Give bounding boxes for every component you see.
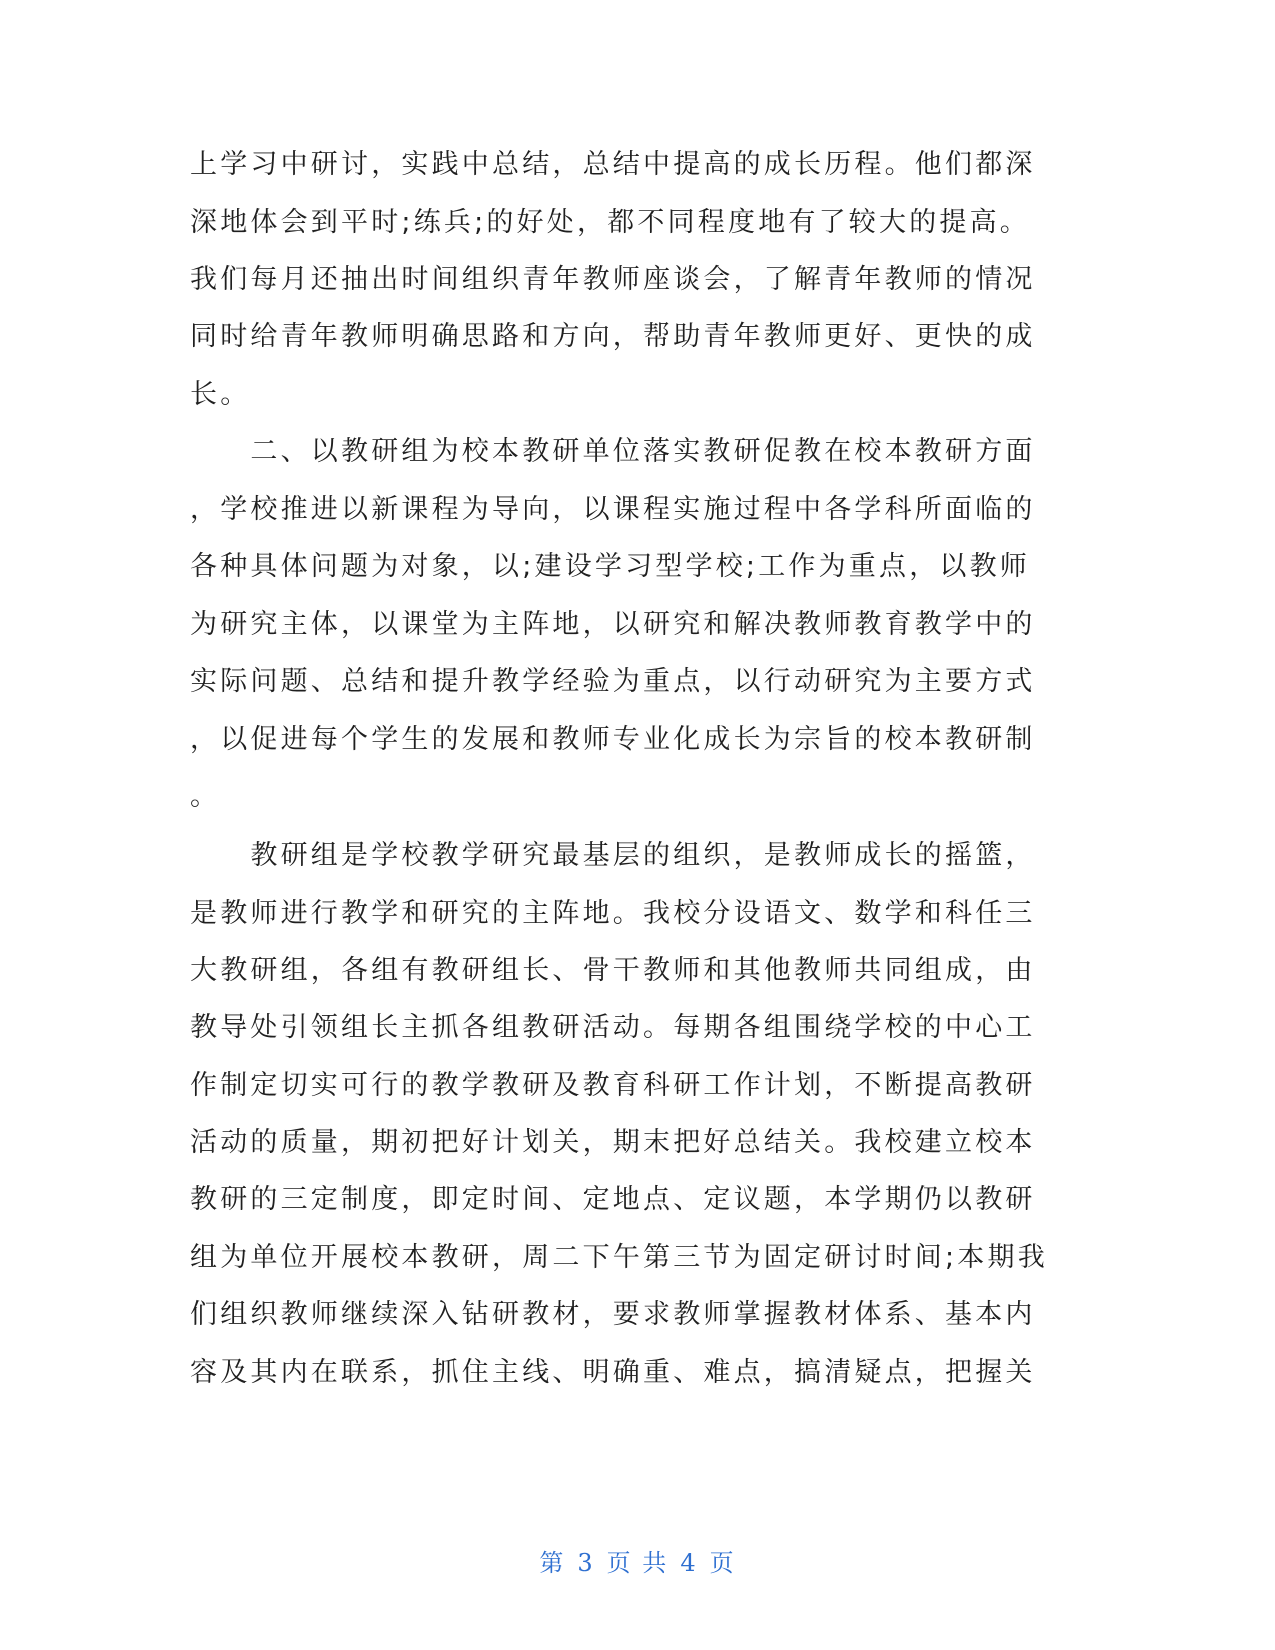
text-line-11: ，以促进每个学生的发展和教师专业化成长为宗旨的校本教研制	[190, 724, 1036, 755]
text-line-12: 。	[190, 781, 221, 812]
text-line-8: 各种具体问题为对象，以;建设学习型学校;工作为重点，以教师	[190, 551, 1030, 582]
footer-total-pages: 4	[680, 1549, 698, 1577]
text-line-21: 们组织教师继续深入钻研教材，要求教师掌握教材体系、基本内	[190, 1299, 1036, 1330]
page-footer	[0, 1543, 1275, 1578]
text-line-5: 长。	[190, 379, 251, 410]
footer-page-number: 3	[577, 1549, 595, 1577]
text-line-13: 教研组是学校教学研究最基层的组织，是教师成长的摇篮，	[190, 840, 1036, 871]
text-line-7: ，学校推进以新课程为导向，以课程实施过程中各学科所面临的	[190, 494, 1036, 525]
text-line-9: 为研究主体，以课堂为主阵地，以研究和解决教师教育教学中的	[190, 609, 1036, 640]
text-line-19: 教研的三定制度，即定时间、定地点、定议题，本学期仍以教研	[190, 1184, 1036, 1215]
text-line-1: 上学习中研讨，实践中总结，总结中提高的成长历程。他们都深	[190, 149, 1036, 180]
text-line-10: 实际问题、总结和提升教学经验为重点，以行动研究为主要方式	[190, 666, 1036, 697]
text-line-6: 二、以教研组为校本教研单位落实教研促教在校本教研方面	[190, 436, 1036, 467]
text-line-4: 同时给青年教师明确思路和方向，帮助青年教师更好、更快的成	[190, 321, 1036, 352]
footer-page-mid: 页 共	[606, 1549, 669, 1577]
text-line-14: 是教师进行教学和研究的主阵地。我校分设语文、数学和科任三	[190, 898, 1036, 929]
text-line-22: 容及其内在联系，抓住主线、明确重、难点，搞清疑点，把握关	[190, 1357, 1036, 1388]
text-line-2: 深地体会到平时;练兵;的好处，都不同程度地有了较大的提高。	[190, 207, 1030, 238]
text-line-18: 活动的质量，期初把好计划关，期末把好总结关。我校建立校本	[190, 1127, 1036, 1158]
footer-page-prefix: 第	[539, 1549, 566, 1577]
text-line-16: 教导处引领组长主抓各组教研活动。每期各组围绕学校的中心工	[190, 1012, 1036, 1043]
footer-page-suffix: 页	[709, 1549, 736, 1577]
text-line-17: 作制定切实可行的教学教研及教育科研工作计划，不断提高教研	[190, 1070, 1036, 1101]
text-line-20: 组为单位开展校本教研，周二下午第三节为固定研讨时间;本期我	[190, 1242, 1048, 1273]
text-line-3: 我们每月还抽出时间组织青年教师座谈会，了解青年教师的情况	[190, 264, 1036, 295]
text-line-15: 大教研组，各组有教研组长、骨干教师和其他教师共同组成，由	[190, 955, 1036, 986]
